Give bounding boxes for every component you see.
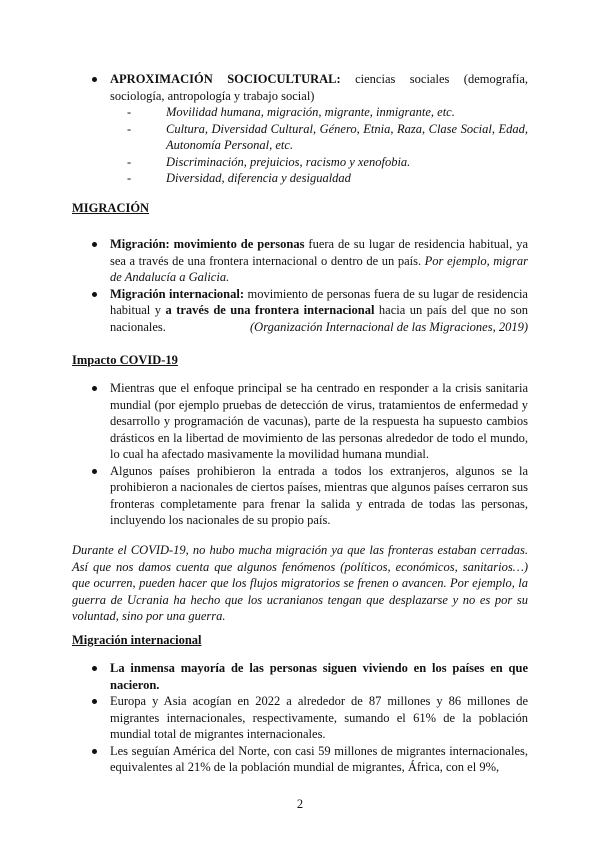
list-item-text: Les seguían América del Norte, con casi 59 millones de migrantes internacionales, equivalentes al 21% de la población mundial de migrantes, África, con el 9%,	[110, 743, 528, 774]
list-item	[72, 236, 528, 286]
bullet-icon	[92, 77, 97, 82]
sociocultural-text: ciencias sociales (demografía, sociología, antropología y trabajo social)	[110, 72, 528, 103]
list-item	[72, 380, 528, 463]
list-item	[72, 693, 528, 743]
bullet-icon	[92, 749, 97, 754]
list-item	[72, 71, 528, 104]
citation: (Organización Internacional de las Migraciones, 2019)	[250, 319, 528, 334]
dash-item-text: Movilidad humana, migración, migrante, inmigrante, etc.	[166, 105, 455, 119]
list-item-text: Mientras que el enfoque principal se ha centrado en responder a la crisis sanitaria mundial (por ejemplo pruebas de detección de virus, tratamientos de enfermedad y desarrollo y programación de vacunas), parte de la respuesta ha supuesto cambios drásticos en la libertad de movimiento de las personas alrededor de todo el mundo, lo cual ha afectado masivamente la movilidad humana mundial.	[110, 381, 528, 461]
dash-item-text: Discriminación, prejuicios, racismo y xenofobia.	[166, 154, 411, 169]
bullet-icon	[92, 386, 97, 391]
covid-note: Durante el COVID-19, no hubo mucha migración ya que las fronteras estaban cerradas. Así que nos damos cuenta que algunos fenómenos (políticos, económicos, sanitarios…) que ocurren, pueden hacer que los flujos migratorios se frenen o avancen. Por ejemplo, la guerra de Ucrania ha hecho que los ucranianos tengan que desplazarse y no es por su voluntad, sino por una guerra.	[72, 543, 528, 623]
dash-item	[0, 121, 528, 154]
list-item	[72, 660, 528, 693]
bullet-icon	[92, 666, 97, 671]
definition-text: fuera de su lugar de residencia habitual, ya sea a través de una frontera internacional o dentro de un país.	[110, 237, 528, 268]
definition-text: movimiento de personas fuera de su lugar de residencia habitual y	[110, 286, 528, 317]
bullet-icon	[92, 699, 97, 704]
migracion-heading: MIGRACIÓN	[72, 201, 150, 215]
internacional-section	[72, 660, 528, 776]
dash-item	[0, 104, 528, 121]
bullet-icon	[92, 469, 97, 474]
dash-item-text: Cultura, Diversidad Cultural, Género, Etnia, Raza, Clase Social, Edad, Autonomía Personal, etc.	[166, 121, 528, 152]
bullet-icon	[92, 242, 97, 247]
internacional-heading: Migración internacional	[72, 633, 202, 647]
list-item-text: La inmensa mayoría de las personas siguen viviendo en los países en que nacieron.	[110, 661, 528, 692]
list-item	[72, 286, 528, 336]
list-item-text: Algunos países prohibieron la entrada a todos los extranjeros, algunos se la prohibieron a nacionales de ciertos países, mientras que algunos países cerraron sus fronteras completamente para frenar la salida y entrada de todas las personas, incluyendo los nacionales de su propio país.	[110, 463, 528, 527]
dash-icon: -	[127, 121, 132, 136]
dash-icon: -	[127, 105, 132, 119]
dash-item-text: Diversidad, diferencia y desigualdad	[166, 171, 351, 185]
dash-item	[0, 170, 528, 187]
sociocultural-section	[72, 71, 528, 187]
list-item-text: Europa y Asia acogían en 2022 a alrededor de 87 millones y 86 millones de migrantes internacionales, respectivamente, sumando el 61% de la población mundial total de migrantes internacionales.	[110, 694, 528, 741]
covid-section	[72, 380, 528, 529]
list-item	[72, 743, 528, 776]
definition-term: Migración internacional:	[110, 286, 245, 301]
dash-icon: -	[127, 154, 132, 169]
page-number: 2	[296, 797, 304, 811]
dash-item	[0, 154, 528, 171]
definition-term: Migración: movimiento de personas	[110, 237, 305, 251]
example-text: Por ejemplo, migrar de Andalucía a Galicia.	[110, 253, 528, 284]
dash-icon: -	[127, 171, 132, 185]
definition-text: hacia un país del que no son nacionales.	[110, 303, 529, 334]
covid-heading: Impacto COVID-19	[72, 353, 178, 367]
bullet-icon	[92, 292, 97, 297]
list-item	[72, 463, 528, 529]
migracion-section	[72, 236, 528, 335]
emphasis-text: a través de una frontera internacional	[165, 303, 375, 317]
sociocultural-title: APROXIMACIÓN SOCIOCULTURAL:	[110, 72, 341, 86]
